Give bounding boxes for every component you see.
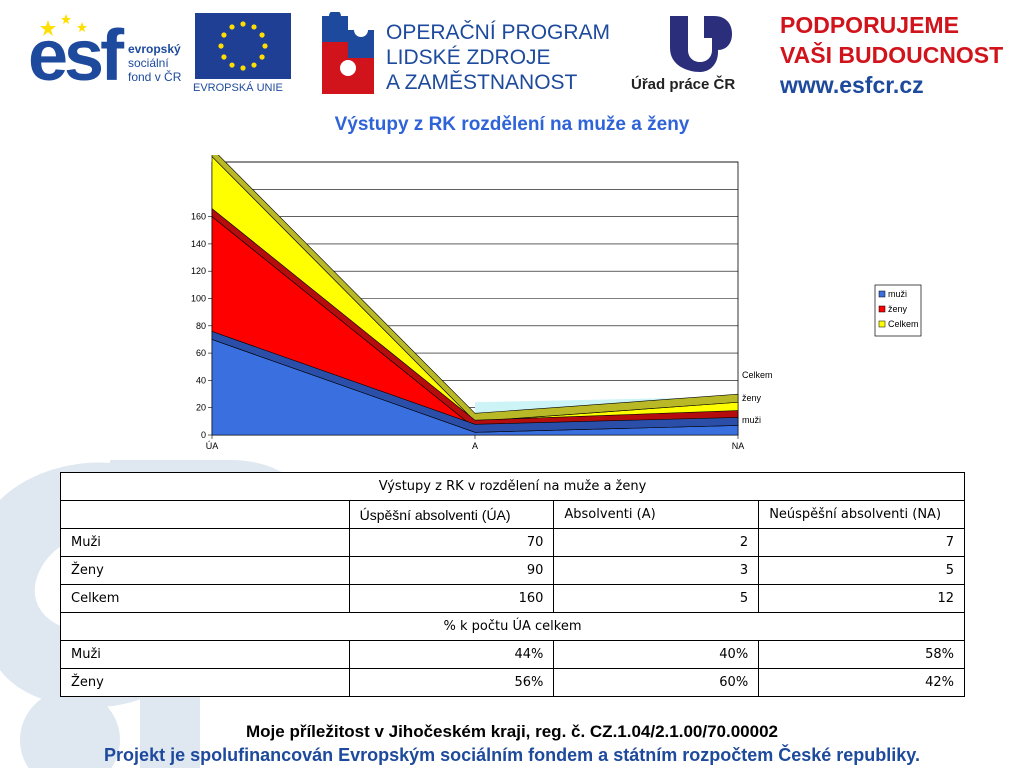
eu-star [251,62,256,67]
table-caption: Výstupy z RK v rozdělení na muže a ženy [61,473,965,501]
y-tick-label: 160 [190,211,206,222]
eu-star [259,32,264,37]
legend-swatch [879,321,885,327]
table-cell: 40% [554,641,759,669]
table-cell: Muži [61,641,350,669]
eu-star [240,65,245,70]
legend-swatch [879,306,885,312]
table-cell: Ženy [61,669,350,697]
eu-star [221,32,226,37]
eu-star [259,54,264,59]
legend-label: ženy [888,304,908,314]
legend-label: muži [888,289,908,299]
y-tick-label: 0 [200,430,206,440]
op-lzz-text: OPERAČNÍ PROGRAM LIDSKÉ ZDROJE A ZAMĚSTNANOST [386,21,611,94]
footer-project-line: Moje příležitost v Jihočeském kraji, reg. č. CZ.1.04/2.1.00/70.00002 [246,722,778,741]
table-cell: 160 [349,585,554,613]
x-tick-label: A [471,441,479,451]
table-cell: 56% [349,669,554,697]
y-tick-label: 60 [195,348,206,359]
eu-logo [195,13,291,97]
x-tick-label: ÚA [205,441,219,451]
eu-star [262,43,267,48]
puzzle-figure-icon [318,12,378,98]
x-tick-label: NA [731,441,745,451]
y-tick-label: 140 [190,238,206,249]
table-cell: 7 [759,529,965,557]
footer-funding-line: Projekt je spolufinancován Evropským sociálním fondem a státním rozpočtem České republiky. [104,745,920,765]
table-cell: 58% [759,641,965,669]
table-cell: Ženy [61,557,350,585]
y-tick-label: 80 [195,320,206,331]
table-cell: Muži [61,529,350,557]
table-row [61,529,965,557]
table-row [61,557,965,585]
table-header-cell: Neúspěšní absolventi (NA) [759,501,965,529]
table-cell: 60% [554,669,759,697]
table-row [61,669,965,697]
urad-prace-caption: Úřad práce ČR [631,76,736,93]
table-cell: 2 [554,529,759,557]
eu-star [218,43,223,48]
table-header-cell [61,501,350,529]
table-pct-caption-row [61,613,965,641]
urad-prace-emblem-icon [664,12,734,74]
eu-star [229,24,234,29]
depth-axis-label: Celkem [742,370,773,380]
table-cell: 44% [349,641,554,669]
table-cell: 5 [554,585,759,613]
esf-letters: esf [28,16,121,96]
eu-star [229,62,234,67]
esf-caption: evropský sociální fond v ČR [128,42,182,84]
table-header-cell: Úspěšní absolventi (ÚA) [349,501,554,529]
table-cell: 70 [349,529,554,557]
table-row [61,585,965,613]
esf-logo [28,12,193,97]
table-cell: 12 [759,585,965,613]
eu-flag-icon [195,13,291,79]
table-cell: 5 [759,557,965,585]
eu-caption: EVROPSKÁ UNIE [193,82,283,94]
depth-axis-label: ženy [742,393,762,403]
eu-star [221,54,226,59]
logo-banner [0,0,1024,105]
esfcr-link[interactable]: www.esfcr.cz [780,72,924,98]
depth-axis-label: muži [742,415,762,425]
y-tick-label: 20 [195,402,206,413]
area-chart [190,155,950,455]
urad-prace-logo [628,12,758,100]
legend-swatch [879,291,885,297]
page-title: Výstupy z RK rozdělení na muže a ženy [334,114,690,135]
data-table [60,472,965,697]
table-cell: 3 [554,557,759,585]
table-cell: 42% [759,669,965,697]
table-caption-row [61,473,965,501]
eu-star [240,21,245,26]
eu-star [251,24,256,29]
table-cell: Celkem [61,585,350,613]
table-header-cell: Absolventi (A) [554,501,759,529]
y-tick-label: 100 [190,293,206,304]
table-row [61,641,965,669]
op-lzz-logo [318,12,611,100]
y-tick-label: 120 [190,266,206,277]
y-tick-label: 40 [195,375,206,386]
table-pct-caption: % k počtu ÚA celkem [61,613,965,641]
legend-label: Celkem [888,319,919,329]
table-header-row [61,501,965,529]
chart-svg [190,155,950,455]
podporujeme-logo: PODPORUJEME VAŠI BUDOUCNOST www.esfcr.cz [780,10,1010,100]
table-cell: 90 [349,557,554,585]
